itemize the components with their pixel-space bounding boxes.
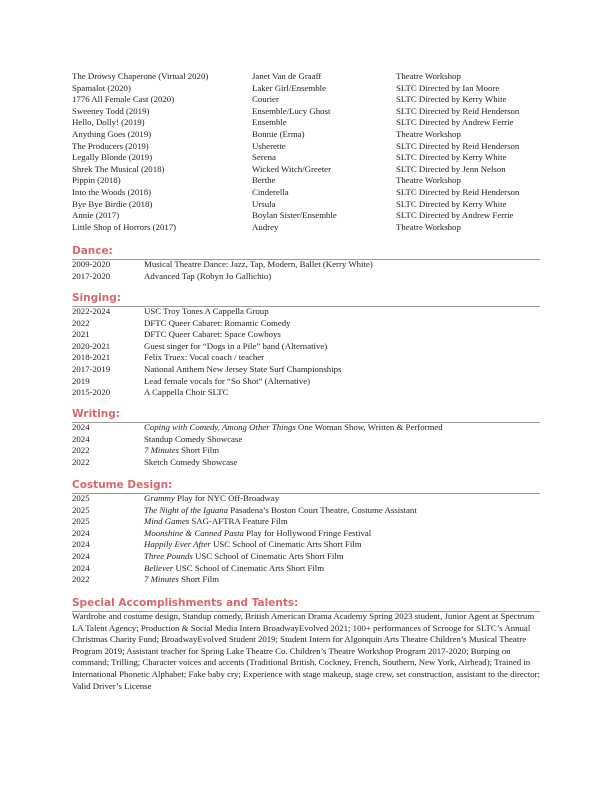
- singing-entry: [72, 364, 552, 375]
- entry-desc: A Cappella Choir SLTC: [144, 387, 229, 398]
- section-heading-costume: Costume Design:: [72, 479, 173, 491]
- entry-year: 2022-2024: [72, 306, 111, 316]
- costume-entry: [72, 505, 552, 516]
- credit-company: SLTC Directed by Kerry White: [396, 152, 507, 163]
- credit-row: [72, 106, 592, 118]
- credit-company: SLTC Directed by Jenn Nelson: [396, 163, 506, 174]
- entry-title: 7 Minutes: [144, 574, 179, 585]
- entry-year: 2024: [72, 422, 90, 432]
- entry-year: 2022: [72, 574, 90, 585]
- credit-row: [72, 152, 592, 164]
- credit-company: Theatre Workshop: [396, 71, 461, 81]
- credit-company: SLTC Directed by Andrew Ferrie: [396, 117, 514, 128]
- credit-row: [72, 210, 592, 222]
- entry-desc: Lead female vocals for “So Shot” (Alternative): [144, 375, 311, 386]
- dance-entry: [72, 271, 552, 282]
- entry-year: 2015-2020: [72, 387, 111, 398]
- entry-detail: USC School of Cinematic Arts Short Film: [173, 562, 325, 573]
- credit-role: Cinderella: [252, 187, 289, 197]
- credit-row: [72, 71, 592, 83]
- singing-entry: [72, 352, 552, 363]
- credit-row: [72, 94, 592, 106]
- singing-entry: [72, 329, 552, 340]
- credit-role: Usherette: [252, 140, 286, 151]
- credit-show: Into the Woods (2018): [72, 187, 152, 197]
- entry-desc: USC Troy Tones A Cappella Group: [144, 306, 269, 316]
- credit-role: Serena: [252, 152, 276, 163]
- entry-desc: Advanced Tap (Robyn Jo Gallichio): [144, 270, 272, 281]
- section-heading-singing: Singing:: [72, 292, 121, 304]
- entry-detail: USC School of Cinematic Arts Short Film: [210, 539, 362, 550]
- credit-role: Janet Van de Graaff: [252, 71, 322, 81]
- writing-entry: [72, 445, 552, 456]
- entry-year: 2024: [72, 527, 90, 538]
- credit-company: SLTC Directed by Kerry White: [396, 94, 507, 105]
- credit-role: Berthe: [252, 175, 276, 186]
- credit-row: [72, 83, 592, 95]
- credit-show: Pippin (2018): [72, 175, 121, 186]
- entry-desc: [144, 422, 443, 433]
- credit-company: SLTC Directed by Andrew Ferrie: [396, 210, 514, 221]
- entry-year: 2009-2020: [72, 259, 111, 269]
- entry-year: 2021: [72, 329, 90, 340]
- credit-row: [72, 222, 592, 234]
- entry-year: 2025: [72, 516, 90, 527]
- entry-year: 2025: [72, 493, 90, 503]
- entry-year: 2025: [72, 504, 90, 515]
- credit-row: [72, 141, 592, 153]
- credit-show: Bye Bye Birdie (2018): [72, 198, 153, 209]
- entry-desc: [144, 563, 324, 574]
- entry-title: Happily Ever After: [144, 539, 211, 550]
- costume-entry: [72, 574, 552, 585]
- entry-detail: USC School of Cinematic Arts Short Film: [192, 551, 344, 561]
- credit-row: [72, 129, 592, 141]
- credit-role: Laker Girl/Ensemble: [252, 82, 327, 93]
- entry-year: 2020-2021: [72, 340, 111, 351]
- credit-company: SLTC Directed by Ian Moore: [396, 82, 500, 93]
- writing-entry: [72, 422, 552, 433]
- singing-entry: [72, 387, 552, 398]
- entry-title: 7 Minutes: [144, 445, 179, 456]
- credit-company: SLTC Directed by Kerry White: [396, 198, 507, 209]
- credit-show: The Producers (2019): [72, 140, 149, 151]
- costume-entry: [72, 539, 552, 550]
- singing-entry: [72, 318, 552, 329]
- credit-show: Legally Blonde (2019): [72, 152, 153, 163]
- credit-role: Ensemble: [252, 117, 287, 128]
- entry-desc: [144, 493, 279, 504]
- entry-desc: [144, 539, 362, 550]
- entry-year: 2024: [72, 562, 90, 573]
- entry-detail: SAG-AFTRA Feature Film: [189, 516, 288, 527]
- entry-title: Coping with Comedy, Among Other Things: [144, 422, 296, 432]
- credit-role: Wicked Witch/Greeter: [252, 163, 331, 174]
- singing-entry: [72, 376, 552, 387]
- credit-show: Anything Goes (2019): [72, 129, 152, 139]
- entry-desc: [144, 505, 417, 516]
- entry-detail: Short Film: [178, 574, 220, 585]
- credit-role: Bonnie (Erma): [252, 129, 305, 139]
- singing-entry: [72, 341, 552, 352]
- credit-show: Little Shop of Horrors (2017): [72, 221, 177, 232]
- writing-entry: [72, 434, 552, 445]
- entry-desc: [144, 574, 219, 585]
- costume-entry: [72, 551, 552, 562]
- costume-entry: [72, 493, 552, 504]
- credit-show: 1776 All Female Cast (2020): [72, 94, 175, 105]
- credit-show: Hello, Dolly! (2019): [72, 117, 145, 128]
- credit-row: [72, 175, 592, 187]
- entry-year: 2018-2021: [72, 352, 111, 363]
- credit-role: Boylan Sister/Ensemble: [252, 210, 337, 221]
- entry-year: 2017-2020: [72, 270, 111, 281]
- section-heading-writing: Writing:: [72, 408, 120, 420]
- entry-title: Mind Games: [144, 516, 190, 527]
- credit-company: SLTC Directed by Reid Henderson: [396, 140, 520, 151]
- entry-desc: Sketch Comedy Showcase: [144, 456, 238, 467]
- entry-year: 2019: [72, 375, 90, 386]
- entry-desc: [144, 528, 371, 539]
- entry-desc: Musical Theatre Dance: Jazz, Tap, Modern, Ballet (Kerry White): [144, 259, 373, 269]
- entry-title: The Night of the Iguana: [144, 504, 229, 515]
- credit-show: The Drowsy Chaperone (Virtual 2020): [72, 71, 209, 81]
- credit-show: Sweeney Todd (2019): [72, 105, 150, 116]
- special-paragraph: Wardrobe and costume design, Standup comedy, British American Drama Academy Spring 2023 student, Junior Agent at Spectrum LA Talent Agency; Production & Social Media Intern BroadwayEvolved 2021; 100+ performances of Scrooge for SLTC’s Annual Christmas Charity Fund; BroadwayEvolved Student 2019; Student Intern for Algonquin Arts Theatre Children’s Musical Theatre Program 2019; Assistant teacher for Spring Lake Theatre Co. Children’s Theatre Workshop Program 2017-2020; Burping on command; Trilling; Character voices and accents (Traditional British, Cockney, French, Southern, New York, Airhead); Trained in International Phonetic Alphabet; Fake baby cry; Experience with stage makeup, stage crew, set construction, assistant to the director; Valid Driver’s License: [72, 611, 540, 691]
- costume-entry: [72, 528, 552, 539]
- entry-year: 2024: [72, 551, 90, 561]
- entry-desc: DFTC Queer Cabaret: Space Cowboys: [144, 329, 281, 340]
- entry-desc: Felix Truex: Vocal coach / teacher: [144, 352, 265, 363]
- entry-title: Three Pounds: [144, 551, 193, 561]
- entry-detail: Pasadena’s Boston Court Theatre, Costume Assistant: [228, 504, 417, 515]
- credit-company: Theatre Workshop: [396, 129, 461, 139]
- credit-show: Annie (2017): [72, 210, 120, 221]
- section-heading-dance: Dance:: [72, 245, 113, 257]
- entry-year: 2022: [72, 445, 90, 456]
- credit-row: [72, 187, 592, 199]
- entry-desc: [144, 516, 288, 527]
- entry-title: Moonshine & Canned Pasta: [144, 527, 244, 538]
- credit-row: [72, 117, 592, 129]
- writing-entry: [72, 457, 552, 468]
- singing-entry: [72, 306, 552, 317]
- credit-role: Audrey: [252, 221, 279, 232]
- entry-desc: [144, 445, 219, 456]
- credit-company: Theatre Workshop: [396, 221, 461, 232]
- entry-year: 2017-2019: [72, 364, 111, 374]
- entry-title: Believer: [144, 562, 174, 573]
- credit-show: Shrek The Musical (2018): [72, 163, 165, 174]
- costume-entry: [72, 563, 552, 574]
- section-heading-special: Special Accomplishments and Talents:: [72, 597, 299, 609]
- costume-entry: [72, 516, 552, 527]
- entry-desc: DFTC Queer Cabaret: Romantic Comedy: [144, 317, 291, 328]
- credit-company: SLTC Directed by Reid Henderson: [396, 187, 520, 197]
- entry-title: Grammy: [144, 493, 175, 503]
- entry-detail: Play for NYC Off-Broadway: [174, 493, 280, 503]
- credit-row: [72, 164, 592, 176]
- credit-show: Spamalot (2020): [72, 82, 131, 93]
- credit-role: Ursula: [252, 198, 276, 209]
- entry-desc: Guest singer for “Dogs in a Pile” band (Alternative): [144, 340, 328, 351]
- entry-detail: Play for Hollywood Fringe Festival: [243, 527, 372, 538]
- entry-detail: One Woman Show, Written & Performed: [295, 422, 443, 432]
- entry-year: 2022: [72, 317, 90, 328]
- entry-year: 2024: [72, 433, 90, 444]
- entry-year: 2022: [72, 456, 90, 467]
- entry-desc: Standup Comedy Showcase: [144, 433, 243, 444]
- entry-desc: [144, 551, 344, 562]
- credit-row: [72, 199, 592, 211]
- entry-detail: Short Film: [178, 445, 220, 456]
- entry-desc: National Anthem New Jersey State Surf Championships: [144, 364, 342, 374]
- dance-entry: [72, 259, 552, 270]
- credit-role: Courier: [252, 94, 279, 105]
- entry-year: 2024: [72, 539, 90, 550]
- credit-company: Theatre Workshop: [396, 175, 461, 186]
- credit-role: Ensemble/Lucy Ghost: [252, 105, 331, 116]
- credit-company: SLTC Directed by Reid Henderson: [396, 105, 520, 116]
